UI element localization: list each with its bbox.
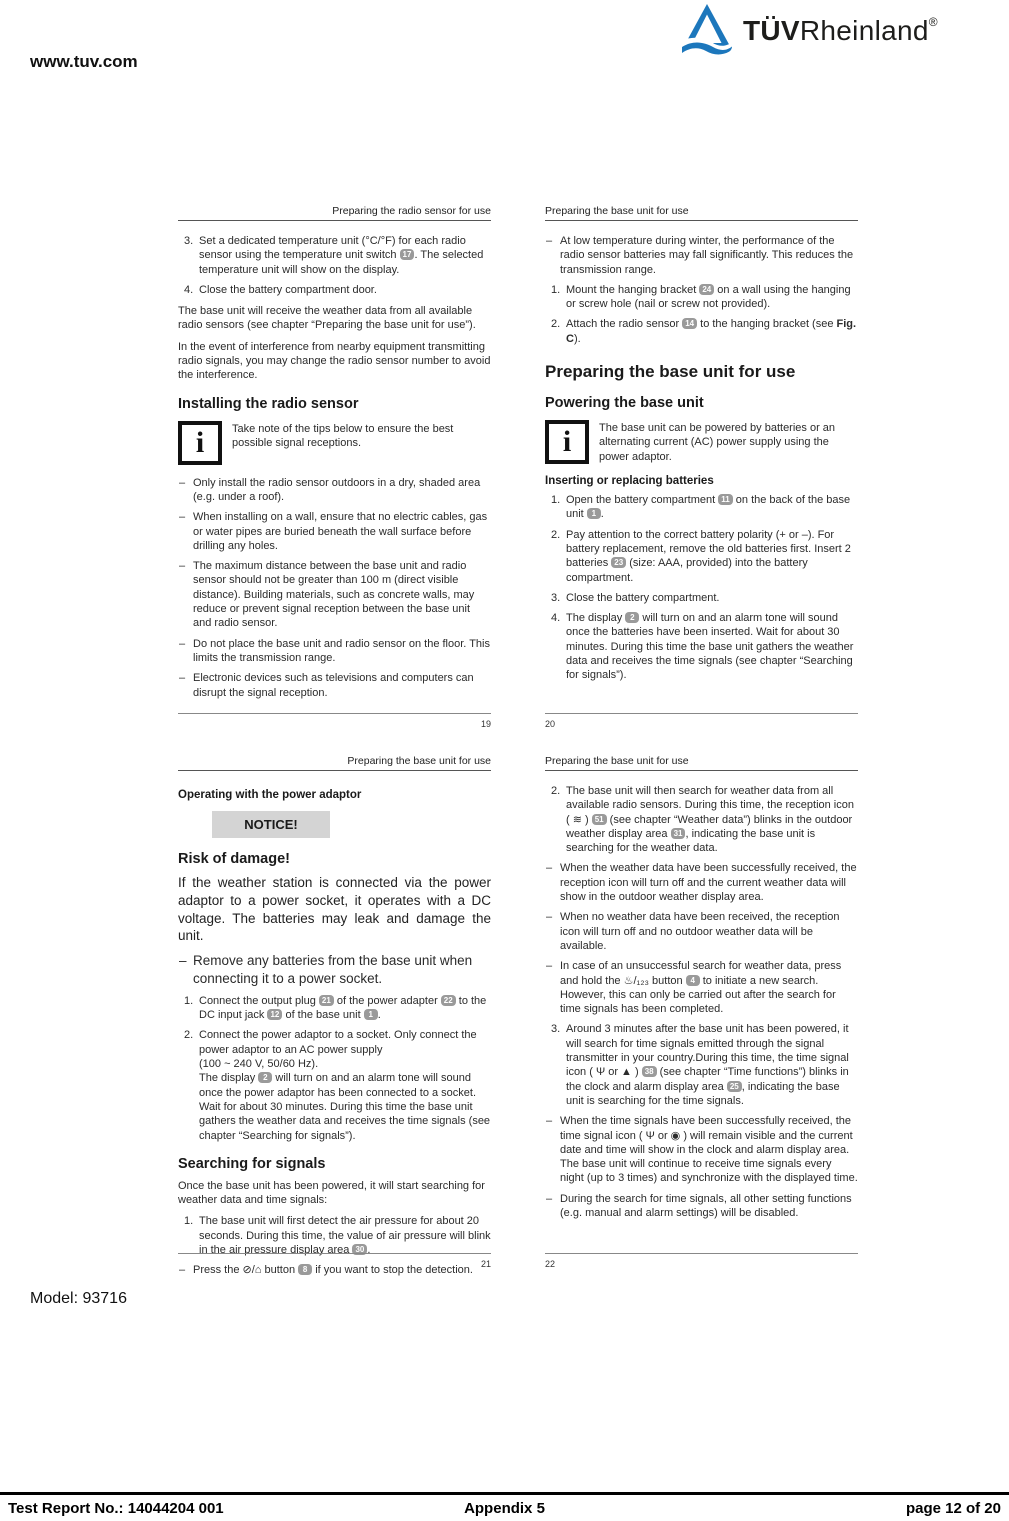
list-item (178, 1214, 491, 1257)
list-item-text: Close the battery compartment door. (199, 283, 377, 296)
warning-paragraph: If the weather station is connected via the power adaptor to a power socket, it operates with a DC voltage. The batteries may leak and damage the unit. (178, 875, 491, 944)
paragraph: In the event of interference from nearby equipment transmitting radio signals, you may change the radio sensor number to avoid the interference. (178, 340, 491, 382)
page-number: 20 (545, 719, 556, 729)
list-item-text: Connect the output plug 21 of the power adapter 22 to the DC input jack 12 of the base unit 1 . (199, 994, 487, 1022)
numbered-list (178, 994, 491, 1143)
list-item (178, 1028, 491, 1142)
numbered-list (545, 1022, 858, 1108)
logo-tuv-text: TÜV (743, 15, 800, 46)
list-marker: – (546, 235, 553, 247)
list-item (178, 510, 491, 553)
manual-page-21 (178, 755, 491, 1277)
list-item (545, 611, 858, 682)
list-item-text: The display 2 will turn on and an alarm tone will sound once the batteries have been inserted. Wait for about 30 minutes. During this time the base unit gathers the weather data and receives the time signals (see chapter “Searching for signals”). (566, 612, 854, 682)
list-marker: 3. (184, 235, 194, 247)
list-item (545, 283, 858, 312)
list-marker: – (179, 953, 187, 969)
list-item-text: When the time signals have been successfully received, the time signal icon ( Ψ or ◉ ) will remain visible and the current date and time will show in the clock and alarm display area. The base unit will continue to receive time signals every night (up to 3 times) and synchronize with the displayed time. (560, 1115, 858, 1185)
list-item (178, 559, 491, 630)
page-indicator: page 12 of 20 (905, 1500, 1001, 1517)
tuv-triangle-icon (680, 3, 734, 59)
list-item-text: Around 3 minutes after the base unit has been powered, it will search for time signals emitted through the signal transmitter in your country.During this time, the time signal icon ( Ψ or ▲ ) 38 (see chapter “Time functions”) blinks in the clock and alarm display area 25 , indicating the base unit is searching for the time signals. (566, 1023, 849, 1107)
paragraph: The base unit will receive the weather data from all available radio sensors (see chapter “Preparing the base unit for use”). (178, 305, 476, 332)
list-item (178, 283, 491, 297)
dash-list (178, 952, 491, 988)
ref-badge: 25 (727, 1081, 742, 1092)
ref-badge: 1 (364, 1009, 378, 1020)
list-item (545, 861, 858, 904)
ref-badge: 8 (298, 1264, 312, 1275)
dash-list (545, 861, 858, 1016)
page-bottom-rule (178, 713, 491, 714)
list-item (178, 234, 491, 277)
list-item-text: The base unit will first detect the air pressure for about 20 seconds. During this time, the value of air pressure will blink in the air pressure display area 30 . (199, 1215, 491, 1257)
list-marker: 4. (551, 612, 561, 625)
list-item-text: The maximum distance between the base unit and radio sensor should not be greater than 100 m (direct visible distance). Building materials, such as concrete walls, may reduce or prevent signal reception between the base unit and radio sensor. (193, 560, 475, 630)
info-text: The base unit can be powered by batteries or an alternating current (AC) power supply using the power adaptor. (599, 422, 836, 463)
list-item (545, 234, 858, 277)
list-item-text: Set a dedicated temperature unit (°C/°F) for each radio sensor using the temperature unit switch 17 . The selected temperature unit will show on the display. (199, 235, 484, 276)
list-item (178, 476, 491, 505)
manual-page-22 (545, 755, 858, 1272)
list-marker: 2. (184, 1029, 194, 1042)
page-number: 19 (480, 719, 491, 729)
model-number: Model: 93716 (30, 1290, 127, 1307)
report-number: Test Report No.: 14044204 001 (8, 1500, 224, 1517)
list-marker: 2. (551, 785, 561, 797)
info-note (178, 421, 491, 465)
list-item (545, 1022, 858, 1108)
info-text: Take note of the tips below to ensure the best possible signal receptions. (232, 422, 454, 449)
list-item-text: Electronic devices such as televisions and computers can disrupt the signal reception. (193, 672, 474, 699)
list-item-text: At low temperature during winter, the performance of the radio sensor batteries may fall significantly. This reduces the transmission range. (560, 235, 854, 276)
list-marker: – (179, 511, 186, 524)
page-body (178, 221, 491, 700)
list-marker: – (179, 476, 186, 489)
ref-badge: 22 (441, 995, 456, 1006)
section-heading: Installing the radio sensor (178, 395, 359, 412)
list-item (545, 591, 858, 605)
manual-page-19 (178, 205, 491, 732)
ref-badge: 2 (625, 612, 639, 623)
ref-badge: 1 (587, 508, 601, 519)
list-item (545, 493, 858, 522)
tuv-rheinland-wordmark (743, 15, 938, 47)
list-item-text: When the weather data have been successfully received, the reception icon will turn off and the current weather data will show in the outdoor weather display area. (560, 862, 857, 904)
list-item (178, 994, 491, 1023)
list-item-text: Only install the radio sensor outdoors in a dry, shaded area (e.g. under a roof). (193, 476, 481, 503)
list-item-text: Mount the hanging bracket 24 on a wall using the hanging or screw hole (nail or screw not provided). (566, 283, 851, 311)
list-item-text: Pay attention to the correct battery polarity (+ or –). For battery replacement, remove the old batteries first. Insert 2 batteries 23 (size: AAA, provided) into the battery compartment. (566, 528, 851, 584)
list-marker: 1. (184, 994, 194, 1007)
list-marker: – (179, 1264, 186, 1277)
list-item (545, 959, 858, 1016)
page-body (545, 771, 858, 1220)
list-item (545, 1192, 858, 1221)
ref-badge: 17 (400, 249, 415, 260)
list-item (545, 528, 858, 585)
list-marker: – (546, 862, 553, 875)
logo-rheinland-text: Rheinland (799, 15, 929, 46)
list-marker: – (546, 911, 553, 924)
running-head: Preparing the base unit for use (545, 755, 689, 767)
ref-badge: 14 (682, 318, 697, 329)
list-marker: 2. (551, 318, 561, 331)
list-item-text: Connect the power adaptor to a socket. Only connect the power adaptor to an AC power supply (100 ~ 240 V, 50/60 Hz). The display 2 will turn on and an alarm tone will sound once the power adaptor has been connected to a socket. Wait for about 30 minutes. During this time the base unit gathers the weather data and receives the time signals (see chapter “Searching for signals”). (199, 1029, 491, 1142)
running-head: Preparing the base unit for use (347, 755, 491, 767)
running-head: Preparing the base unit for use (545, 205, 689, 217)
list-item-text: Press the ⊘/⌂ button 8 if you want to stop the detection. (193, 1264, 473, 1277)
list-marker: 3. (551, 591, 561, 604)
chapter-heading: Preparing the base unit for use (545, 362, 796, 382)
list-item-text: Close the battery compartment. (566, 591, 720, 604)
numbered-list (545, 283, 858, 346)
page-bottom-rule (178, 1253, 491, 1254)
ref-badge: 51 (592, 814, 607, 825)
list-marker: 1. (184, 1215, 194, 1228)
ref-badge: 24 (699, 284, 714, 295)
page-number: 22 (545, 1259, 556, 1269)
numbered-list (545, 784, 858, 855)
list-marker: – (179, 672, 186, 685)
section-heading: Powering the base unit (545, 395, 704, 412)
list-item (545, 910, 858, 953)
list-item-text: When installing on a wall, ensure that no electric cables, gas or water pipes are buried beneath the wall surface before drilling any holes. (193, 511, 488, 552)
list-marker: 1. (551, 283, 561, 296)
dash-list (545, 1114, 858, 1220)
list-marker: 2. (551, 528, 561, 541)
page-body (545, 221, 858, 683)
page-number: 21 (480, 1259, 491, 1269)
ref-badge: 38 (642, 1066, 657, 1077)
paragraph: Once the base unit has been powered, it will start searching for weather data and time signals: (178, 1179, 485, 1207)
list-marker: – (546, 1115, 553, 1128)
section-heading: Searching for signals (178, 1155, 326, 1172)
list-item (178, 637, 491, 666)
info-note (545, 420, 858, 464)
list-item-text: Attach the radio sensor 14 to the hanging bracket (see Fig. C). (566, 318, 857, 345)
registered-mark: ® (928, 15, 938, 29)
list-marker: 3. (551, 1023, 561, 1036)
ref-badge: 30 (352, 1244, 367, 1255)
list-item (545, 784, 858, 855)
ref-badge: 4 (686, 975, 700, 986)
list-marker: – (546, 1192, 553, 1205)
running-head: Preparing the radio sensor for use (332, 205, 491, 217)
list-item-text: Do not place the base unit and radio sensor on the floor. This limits the transmission range. (193, 637, 490, 664)
section-heading: Risk of damage! (178, 851, 290, 867)
list-item-text: Open the battery compartment 11 on the back of the base unit 1 . (566, 494, 851, 521)
ref-badge: 31 (671, 828, 686, 839)
numbered-list (545, 493, 858, 683)
appendix-label: Appendix 5 (464, 1500, 545, 1517)
list-item (545, 1114, 858, 1185)
subsection-heading: Operating with the power adaptor (178, 789, 362, 801)
list-item (178, 671, 491, 700)
list-item-text: Remove any batteries from the base unit when connecting it to a power socket. (193, 953, 473, 987)
ref-badge: 11 (718, 494, 732, 505)
ref-badge: 21 (319, 995, 334, 1006)
ref-badge: 23 (611, 557, 626, 568)
tuv-website-text: www.tuv.com (30, 52, 138, 71)
page-body (178, 771, 491, 1278)
ref-badge: 2 (258, 1072, 272, 1083)
list-marker: 1. (551, 494, 561, 507)
dash-list (178, 476, 491, 700)
tuv-rheinland-logo (680, 3, 938, 59)
list-item (545, 317, 858, 346)
page-bottom-rule (545, 1253, 858, 1254)
info-icon: i (178, 421, 222, 465)
list-item (178, 952, 491, 988)
list-marker: – (179, 560, 186, 573)
list-item-text: When no weather data have been received, the reception icon will turn off and no outdoor weather data will be available. (560, 911, 840, 952)
list-marker: – (179, 637, 186, 650)
info-icon: i (545, 420, 589, 464)
list-marker: – (546, 960, 553, 973)
report-footer (0, 1492, 1009, 1517)
manual-page-20 (545, 205, 858, 732)
notice-box: NOTICE! (212, 811, 330, 838)
ref-badge: 12 (267, 1009, 282, 1020)
subsection-heading: Inserting or replacing batteries (545, 475, 714, 488)
numbered-list (178, 234, 491, 297)
list-item-text: During the search for time signals, all other setting functions (e.g. manual and alarm settings) will be disabled. (560, 1192, 852, 1220)
dash-list (545, 234, 858, 277)
list-item-text: In case of an unsuccessful search for weather data, press and hold the ♨/₁₂₃ button 4 to initiate a new search. However, this can only be carried out after the search for time signals has been completed. (560, 960, 842, 1016)
list-item-text: The base unit will then search for weather data from all available radio sensors. During this time, the reception icon ( ≋ ) 51 (see chapter “Weather data”) blinks in the outdoor weather display area 31 , indicating the base unit is searching for the weather data. (566, 785, 854, 855)
numbered-list (178, 1214, 491, 1257)
page-bottom-rule (545, 713, 858, 714)
list-marker: 4. (184, 283, 194, 296)
